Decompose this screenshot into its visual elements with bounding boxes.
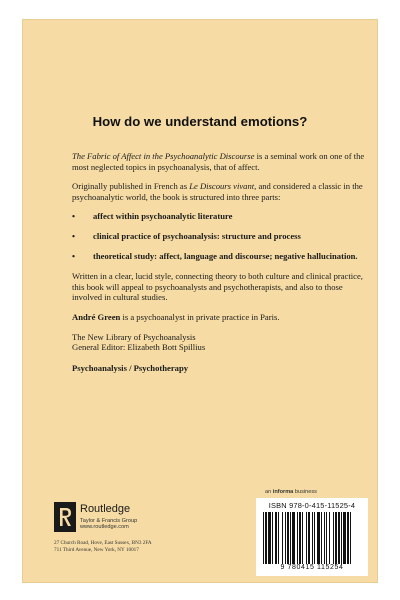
- publisher-name: Routledge: [80, 503, 131, 515]
- subject-categories: Psychoanalysis / Psychotherapy: [72, 362, 189, 373]
- series-editor: General Editor: Elizabeth Bott Spillius: [72, 342, 206, 353]
- isbn-label: ISBN 978-0-415-11525-4: [268, 501, 356, 510]
- series-name: The New Library of Psychoanalysis: [72, 331, 196, 342]
- blurb: [72, 151, 372, 373]
- bullet-icon: •: [72, 230, 76, 241]
- original-title: Le Discours vivant: [189, 181, 255, 192]
- bullet-icon: •: [72, 211, 76, 222]
- barcode-number: 9 780415 115254: [280, 564, 344, 571]
- cover-heading: How do we understand emotions?: [92, 114, 308, 129]
- routledge-logo-icon: [54, 502, 76, 532]
- list-item: • clinical practice of psychoanalysis: structure and process: [72, 230, 301, 241]
- list-item: • affect within psychoanalytic literature: [72, 211, 233, 222]
- intro-paragraph: The Fabric of Affect in the Psychoanalytic Discourse is a seminal work on one of the most neglected topics in psychoanalysis, that of affect.: [72, 151, 365, 172]
- author-paragraph: André Green is a psychoanalyst in private practice in Paris.: [72, 311, 280, 322]
- book-title: The Fabric of Affect in the Psychoanalytic Discourse: [72, 151, 255, 161]
- original-paragraph: Originally published in French as Le Discours vivant, and considered a classic in the psychoanalytic world, the book is structured into three parts:: [72, 181, 363, 202]
- written-paragraph: Written in a clear, lucid style, connecting theory to both culture and clinical practice, this book will appeal to psychoanalysts and psychotherapists, and also to those involved in cultural studies.: [72, 271, 363, 303]
- parts-list: [72, 211, 372, 261]
- publisher-subtitle: Taylor & Francis Group www.routledge.com: [80, 518, 138, 530]
- informa-tagline: an informa business: [265, 489, 317, 495]
- series-info: [72, 332, 372, 374]
- publisher-address: 27 Church Road, Hove, East Sussex, BN3 2FA 711 Third Avenue, New York, NY 10017: [54, 540, 152, 553]
- isbn-box: [256, 498, 368, 576]
- barcode: [263, 512, 361, 564]
- list-item: • theoretical study: affect, language and discourse; negative hallucination.: [72, 250, 358, 261]
- author-name: André Green: [72, 311, 121, 322]
- bullet-icon: •: [72, 250, 76, 261]
